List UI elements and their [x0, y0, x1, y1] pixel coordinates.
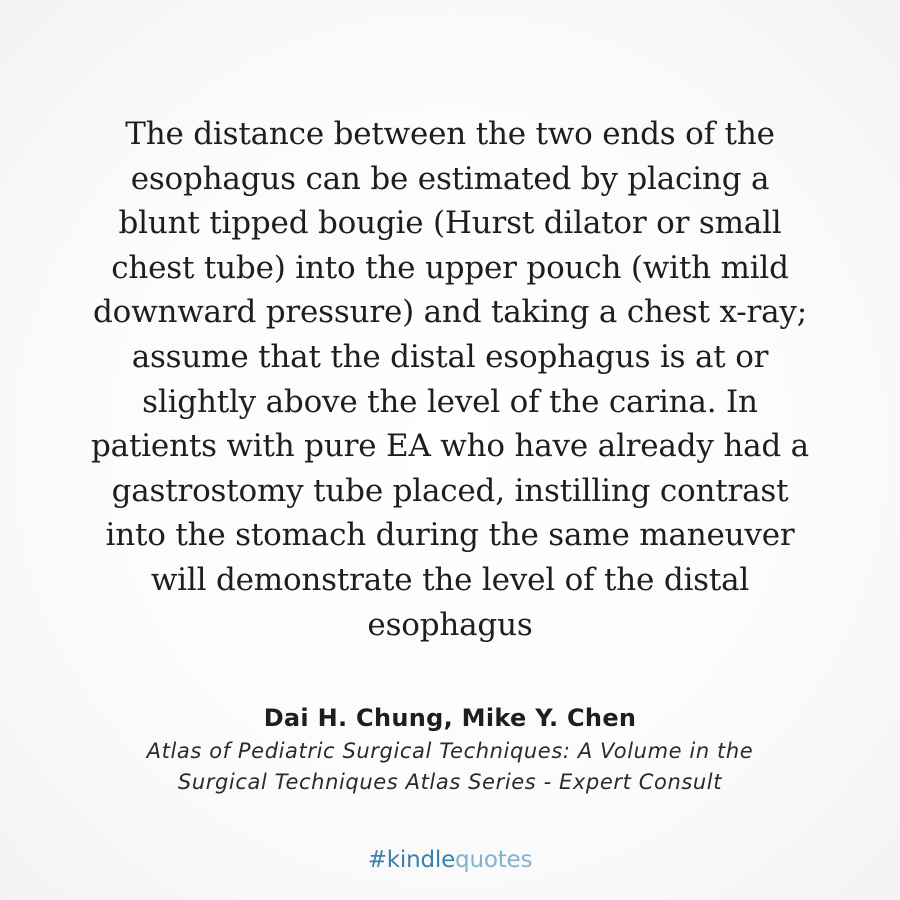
quote-line: patients with pure EA who have already had a — [91, 428, 809, 465]
book-title-line: Atlas of Pediatric Surgical Techniques: A Volume in the — [146, 739, 754, 763]
quote-text — [50, 112, 850, 647]
quote-line: assume that the distal esophagus is at or — [131, 338, 769, 375]
hashtag-quotes: quotes — [455, 847, 533, 873]
quote-line: slightly above the level of the carina. In — [142, 383, 758, 420]
quote-line: into the stomach during the same maneuver — [105, 517, 795, 554]
quote-line: downward pressure) and taking a chest x-ray; — [93, 294, 807, 331]
kindlequotes-hashtag — [0, 843, 900, 877]
quote-line: gastrostomy tube placed, instilling contrast — [111, 472, 789, 509]
quote-authors: Dai H. Chung, Mike Y. Chen — [263, 704, 637, 732]
quote-line: will demonstrate the level of the distal — [150, 561, 750, 598]
quote-line: esophagus — [367, 606, 533, 643]
book-title — [50, 736, 850, 798]
book-title-line: Surgical Techniques Atlas Series - Expert Consult — [177, 770, 723, 794]
quote-line: chest tube) into the upper pouch (with mild — [111, 249, 789, 286]
quote-line: esophagus can be estimated by placing a — [130, 160, 770, 197]
hashtag-kindle: #kindle — [367, 847, 456, 873]
quote-line: The distance between the two ends of the — [125, 116, 775, 152]
quote-line: blunt tipped bougie (Hurst dilator or small — [118, 205, 782, 242]
